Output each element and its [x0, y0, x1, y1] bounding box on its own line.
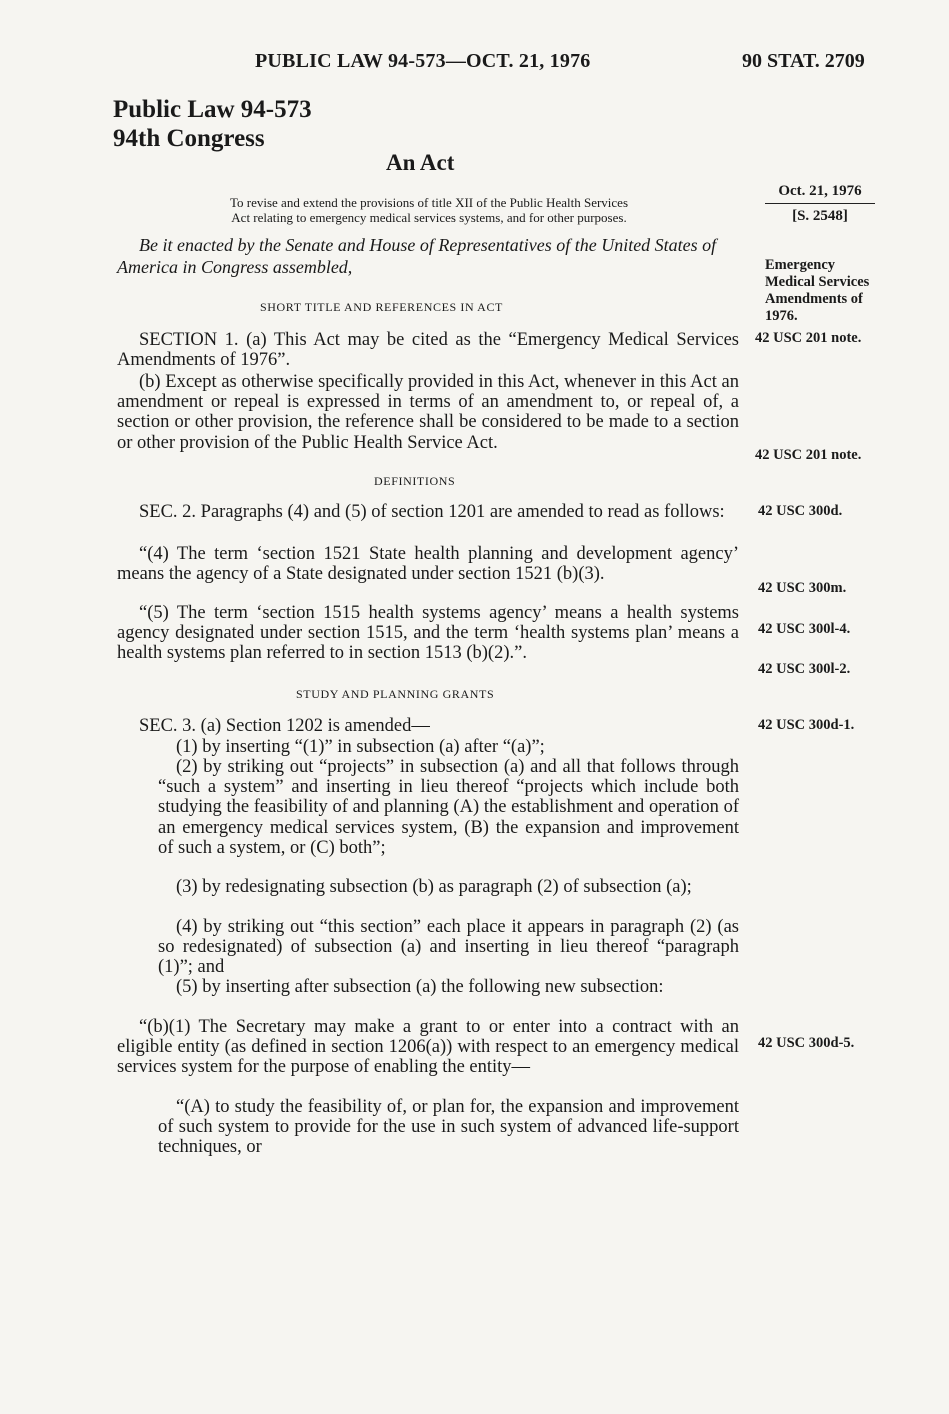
section-3b-paragraph-1: “(b)(1) The Secretary may make a grant to or enter into a contract with an eligible entity (as defined in section 1206(a)) with respect to an emergency medical services system for the purpose of enabling the entity—: [117, 1017, 739, 1078]
section-3a-clause-4: (4) by striking out “this section” each place it appears in paragraph (2) (as so redesignated) of subsection (a) and inserting in lieu thereof “paragraph (1)”; and: [158, 917, 739, 978]
purpose-clause: [118, 195, 740, 225]
margin-note-short-title: [765, 257, 869, 325]
enactment-date: Oct. 21, 1976: [778, 183, 862, 199]
margin-note-usc-300d: 42 USC 300d.: [758, 503, 843, 519]
margin-note-usc-300l-2: 42 USC 300l-2.: [758, 661, 851, 677]
margin-note-usc-300m: 42 USC 300m.: [758, 580, 847, 596]
date-block: [765, 183, 875, 225]
heading-definitions: DEFINITIONS: [374, 474, 456, 488]
an-act-heading: An Act: [386, 150, 455, 175]
section-3a: SEC. 3. (a) Section 1202 is amended—: [139, 716, 430, 736]
enacting-clause: Be it enacted by the Senate and House of Representatives of the United States of America in Congress assembled,: [117, 235, 717, 277]
law-title: [113, 95, 312, 153]
section-3a-clause-1: (1) by inserting “(1)” in subsection (a) after “(a)”;: [176, 737, 545, 757]
margin-note-line: Medical Services: [765, 274, 870, 290]
margin-note-usc-300d-1: 42 USC 300d-1.: [758, 717, 855, 733]
purpose-line-2: Act relating to emergency medical services systems, and for other purposes.: [231, 210, 627, 225]
margin-note-line: Amendments of: [765, 291, 863, 307]
margin-note-usc-300d-5: 42 USC 300d-5.: [758, 1035, 855, 1051]
margin-note-usc-201-b: 42 USC 201 note.: [755, 447, 862, 463]
congress-number: 94th Congress: [113, 125, 265, 152]
section-1b: (b) Except as otherwise specifically provided in this Act, whenever in this Act an amendment or repeal is expressed in terms of an amendment to, or repeal of, a section or other provision, the reference shall be considered to be made to a section or other provision of the Public Health Service Act.: [117, 372, 739, 453]
section-2: SEC. 2. Paragraphs (4) and (5) of section 1201 are amended to read as follows:: [139, 502, 725, 522]
purpose-line-1: To revise and extend the provisions of title XII of the Public Health Services: [229, 195, 629, 210]
running-head: PUBLIC LAW 94-573—OCT. 21, 1976: [255, 50, 591, 72]
date-rule: [765, 203, 875, 204]
margin-note-line: Emergency: [765, 257, 836, 273]
section-2-paragraph-4: “(4) The term ‘section 1521 State health planning and development agency’ means the agency of a State designated under section 1521 (b)(3).: [117, 544, 739, 585]
margin-note-line: 1976.: [765, 308, 798, 324]
section-1a: SECTION 1. (a) This Act may be cited as the “Emergency Medical Services Amendments of 1976”.: [117, 330, 739, 371]
margin-note-usc-300l-4: 42 USC 300l-4.: [758, 621, 851, 637]
section-3b-subparagraph-A: “(A) to study the feasibility of, or plan for, the expansion and improvement of such system to provide for the use in such system of advanced life-support techniques, or: [158, 1097, 739, 1158]
public-law-number: Public Law 94-573: [113, 96, 312, 123]
bill-number: [S. 2548]: [792, 208, 848, 224]
heading-study-planning-grants: STUDY AND PLANNING GRANTS: [296, 687, 495, 701]
section-3a-clause-3: (3) by redesignating subsection (b) as paragraph (2) of subsection (a);: [176, 877, 692, 897]
statute-page-number: 90 STAT. 2709: [742, 50, 865, 72]
heading-short-title: SHORT TITLE AND REFERENCES IN ACT: [260, 300, 503, 314]
margin-note-usc-201-a: 42 USC 201 note.: [755, 330, 862, 346]
section-3a-clause-5: (5) by inserting after subsection (a) the following new subsection:: [176, 977, 664, 997]
section-3a-clause-2: (2) by striking out “projects” in subsection (a) and all that follows through “such a system” and inserting in lieu thereof “projects which include both studying the feasibility of and planning (A) the establishment and operation of an emergency medical services system, (B) the expansion and improvement of such a system, or (C) both”;: [158, 757, 739, 858]
section-2-paragraph-5: “(5) The term ‘section 1515 health systems agency’ means a health systems agency designated under section 1515, and the term ‘health systems plan’ means a health systems plan referred to in section 1513 (b)(2).”.: [117, 603, 739, 664]
